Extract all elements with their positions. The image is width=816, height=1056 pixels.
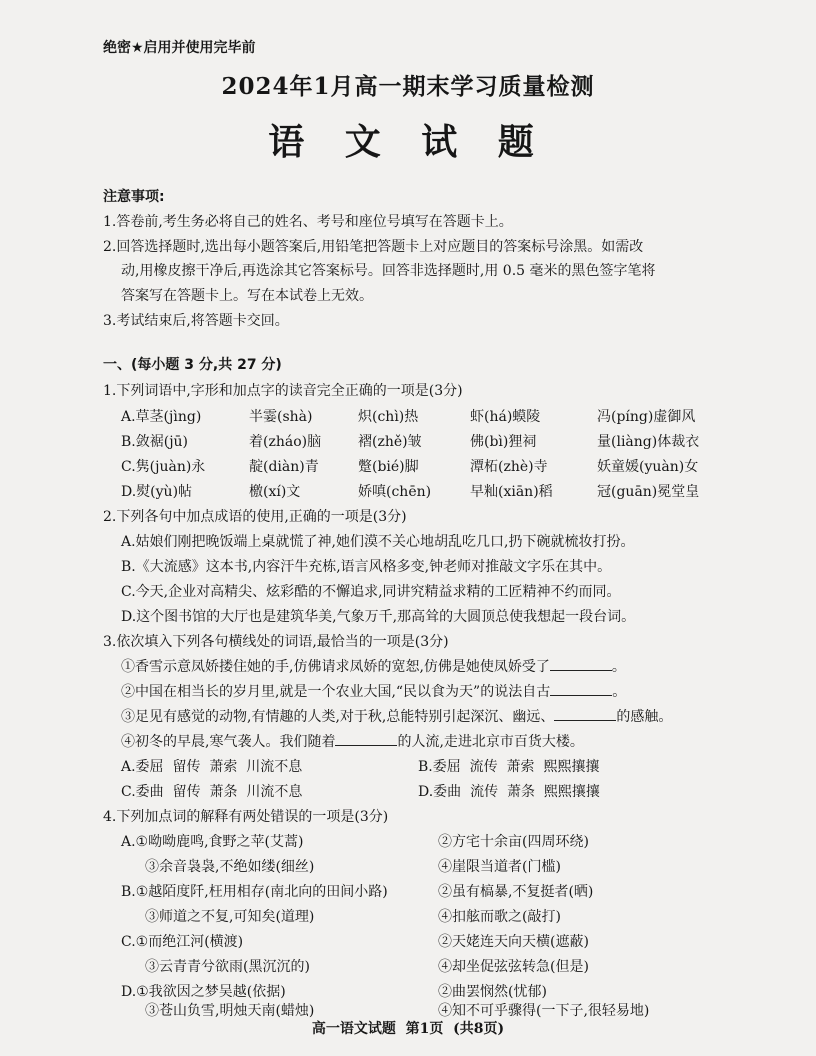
q2-option-c: C.今天,企业对高精尖、炫彩酷的不懈追求,同讲究精益求精的工匠精神不约而同。 [121,584,621,600]
question-2-stem: 2.下列各句中加点成语的使用,正确的一项是(3分) [103,509,407,525]
section-heading: 一、(每小题 3 分,共 27 分) [103,357,282,373]
q1-word: 娇嗔(chēn) [358,484,432,500]
blank-line [335,733,397,746]
q2-option-b: B.《大流感》这本书,内容汗牛充栋,语言风格多变,钟老师对推敲文字乐在其中。 [121,559,612,575]
q1-word: 佛(bì)狸祠 [470,434,537,450]
q3-sentence-4-start: ④初冬的早晨,寒气袭人。我们随着 [121,734,336,750]
exam-title: 2024年1月高一期末学习质量检测 [221,73,595,100]
q4-item: B.①越陌度阡,枉用相存(南北向的田间小路) [121,884,388,900]
q3-sentence-3-end: 的感触。 [616,709,673,725]
notice-heading: 注意事项: [103,189,165,205]
q1-word: 量(liàng)体裁衣 [597,434,700,450]
q1-word: 潭柘(zhè)寺 [470,459,548,475]
q1-word: 靛(diàn)青 [249,459,319,475]
q1-word: C.隽(juàn)永 [121,459,206,475]
notice-line-3: 动,用橡皮擦干净后,再选涂其它答案标号。回答非选择题时,用 0.5 毫米的黑色签字笔将 [121,263,656,279]
confidential-label: 绝密★启用并使用完毕前 [103,40,256,56]
q4-item: D.①我欲因之梦吴越(依据) [121,984,286,1000]
q1-word: 蹩(bié)脚 [358,459,419,475]
blank-line [550,683,612,696]
page-footer: 高一语文试题 第1页 (共8页) [311,1021,505,1037]
blank-line [550,658,612,671]
q3-sentence-4 [121,731,584,751]
q2-option-d: D.这个图书馆的大厅也是建筑华美,气象万千,那高耸的大圆顶总使我想起一段台词。 [121,609,636,625]
q3-sentence-3 [121,706,672,726]
q3-option-c: C.委曲 留传 萧条 川流不息 [121,784,303,800]
q4-item: C.①而绝江河(横渡) [121,934,244,950]
q1-word: 冯(píng)虚御风 [597,409,696,425]
q1-word: 半霎(shà) [249,409,313,425]
question-3-stem: 3.依次填入下列各句横线处的词语,最恰当的一项是(3分) [103,634,449,650]
notice-line-2: 2.回答选择题时,选出每小题答案后,用铅笔把答题卡上对应题目的答案标号涂黑。如需改 [103,239,644,255]
subject-title: 语 文 试 题 [268,121,548,163]
q4-item: ④崖限当道者(门槛) [438,859,561,875]
q1-word: D.熨(yù)帖 [121,484,193,500]
q4-item: ③师道之不复,可知矣(道理) [145,909,315,925]
q1-word: 妖童媛(yuàn)女 [597,459,699,475]
q4-item: ②曲罢悯然(忧郁) [438,984,547,1000]
q3-sentence-2 [121,681,626,701]
q3-sentence-3-text: ③足见有感觉的动物,有情趣的人类,对于秋,总能特别引起深沉、幽远、 [121,709,555,725]
q3-sentence-1-text: ①香雪示意凤娇搂住她的手,仿佛请求凤娇的宽恕,仿佛是她使凤娇受了 [121,659,550,675]
q1-word: 檄(xí)文 [249,484,301,500]
q1-word: 着(zháo)脑 [249,434,322,450]
q2-option-a: A.姑娘们刚把晚饭端上桌就慌了神,她们漠不关心地胡乱吃几口,扔下碗就梳妆打扮。 [121,534,635,550]
q1-word: 炽(chì)热 [358,409,419,425]
q3-sentence-1 [121,656,626,676]
q1-word: 早籼(xiān)稻 [470,484,553,500]
q3-option-b: B.委屈 流传 萧索 熙熙攘攘 [418,759,600,775]
q3-option-a: A.委屈 留传 萧索 川流不息 [121,759,303,775]
q4-item: ④知不可乎骤得(一下子,很轻易地) [438,1003,650,1019]
q1-word: 虾(há)蟆陵 [470,409,541,425]
q4-item: A.①呦呦鹿鸣,食野之苹(艾蒿) [121,834,304,850]
period: 。 [611,659,626,675]
q4-item: ③云青青兮欲雨(黑沉沉的) [145,959,310,975]
notice-line-1: 1.答卷前,考生务必将自己的姓名、考号和座位号填写在答题卡上。 [103,214,513,230]
blank-line [554,708,616,721]
q4-item: ②虽有槁暴,不复挺者(晒) [438,884,594,900]
q4-item: ④却坐促弦弦转急(但是) [438,959,589,975]
q3-option-d: D.委曲 流传 萧条 熙熙攘攘 [418,784,600,800]
question-1-stem: 1.下列词语中,字形和加点字的读音完全正确的一项是(3分) [103,383,463,399]
question-4-stem: 4.下列加点词的解释有两处错误的一项是(3分) [103,809,389,825]
q1-word: A.草茎(jìng) [121,409,202,425]
q1-word: 冠(guān)冕堂皇 [597,484,700,500]
q4-item: ②天姥连天向天横(遮蔽) [438,934,589,950]
q4-item: ③余音袅袅,不绝如缕(细丝) [145,859,315,875]
q4-item: ③苍山负雪,明烛天南(蜡烛) [145,1003,315,1019]
q3-sentence-4-end: 的人流,走进北京市百货大楼。 [397,734,584,750]
q4-item: ②方宅十余亩(四周环绕) [438,834,589,850]
notice-line-4: 答案写在答题卡上。写在本试卷上无效。 [121,288,373,304]
period: 。 [612,684,627,700]
q1-word: 褶(zhě)皱 [358,434,422,450]
q4-item: ④扣舷而歌之(敲打) [438,909,561,925]
notice-line-5: 3.考试结束后,将答题卡交回。 [103,313,289,329]
q1-word: B.敛裾(jū) [121,434,189,450]
q3-sentence-2-text: ②中国在相当长的岁月里,就是一个农业大国,“民以食为天”的说法自古 [121,684,551,700]
